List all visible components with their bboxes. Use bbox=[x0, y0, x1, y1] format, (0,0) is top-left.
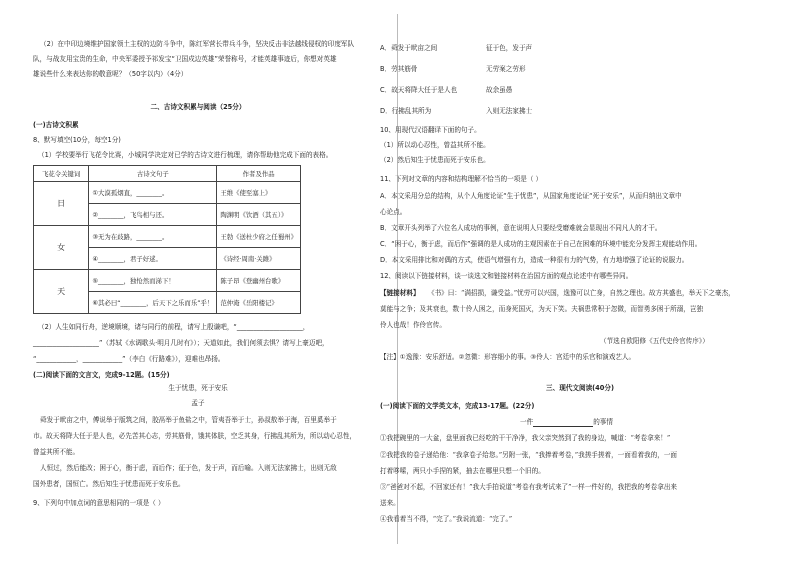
q2-line: （2）在中印边境维护国家领土主权的边防斗争中，陈红军营长带兵斗争，坚决反击非法越线侵权的印度军队 bbox=[40, 40, 355, 48]
section-3-title: 三、现代文阅读(40分) bbox=[546, 384, 614, 392]
section-2-title: 二、古诗文积累与阅读（25分） bbox=[150, 103, 246, 111]
link-line: 莫能与之争；及其衰也，数十伶人困之，而身死国灭，为天下笑。夫祸患常积于忽微，而智勇多困于所溺，岂独 bbox=[380, 305, 704, 313]
q11-line: B．文章开头列举了六位名人成功的事例，意在说明人只要经受磨难就会显现出不同凡人的才干。 bbox=[380, 224, 662, 232]
q11-line: A．本文采用分总的结构，从个人角度论证“生于忧患”，从国家角度论证“死于安乐”，从而归纳出文章中 bbox=[380, 192, 682, 200]
keyword-cell: 女 bbox=[34, 226, 89, 270]
option-a-right: 征于色，发于声 bbox=[486, 44, 533, 52]
subsection-title: (一)古诗文积累 bbox=[33, 121, 79, 129]
verse-cell: ④________，君子好逑。 bbox=[89, 248, 217, 270]
story-line: ③“爸爸对不起，不回家还有！”我大手拍说道“考卷有我考试来了”一样一件好的，我把我的考卷拿出来 bbox=[380, 483, 678, 491]
q2-line: 雄说些什么来表达你的敬意呢？（50字以内）（4分） bbox=[33, 70, 188, 78]
q11-line: 心论点。 bbox=[380, 208, 407, 216]
story-title-suffix: 的事情 bbox=[593, 418, 613, 426]
verse-cell: ⑥其必曰“________，后天下之乐而乐”乎！ bbox=[89, 292, 217, 314]
q2-line: 队，与战友用宝贵的生命，中央军委授予祁发宝“卫国戍边英雄”荣誉称号，才能英雄事迹后，你想对英雄 bbox=[33, 55, 337, 63]
question-9: 9、下列句中加点词的意思相同的一项是（ ） bbox=[33, 499, 165, 507]
table-header-cell: 古诗文句子 bbox=[89, 166, 217, 182]
verse-cell: ②________，飞鸟相与还。 bbox=[89, 204, 217, 226]
passage-title: 生于忧患，死于安乐 bbox=[168, 384, 228, 392]
story-line: 送来。 bbox=[380, 499, 400, 507]
question-10-1: （1）所以动心忍性，曾益其所不能。 bbox=[380, 141, 490, 149]
poetry-table bbox=[33, 165, 301, 314]
source-cell: 王维《使至塞上》 bbox=[217, 182, 301, 204]
story-title bbox=[520, 418, 613, 427]
passage-line: 人恒过，然后能改；困于心，衡于虑，而后作；征于色，发于声，而后喻。入则无法家拂士，出则无敌 bbox=[40, 464, 337, 472]
option-a-left: A．舜发于畎亩之间 bbox=[380, 44, 438, 52]
keyword-cell: 天 bbox=[34, 270, 89, 314]
passage-author: 孟子 bbox=[191, 399, 205, 407]
question-10: 10、用现代汉语翻译下面的句子。 bbox=[380, 126, 481, 134]
q8-2-line: ____________________”（苏轼《水调歌头·明月几时有》）；天道如此，我们何须去惧？请写上豪迈吧， bbox=[33, 339, 329, 347]
story-title-prefix: 一件 bbox=[520, 418, 534, 426]
source-cell: 《诗经·周南·关雎》 bbox=[217, 248, 301, 270]
question-8: 8、默写填空(10分，每空1分) bbox=[33, 136, 121, 144]
table-row bbox=[34, 182, 301, 204]
option-b-right: 无劳案之劳形 bbox=[486, 65, 526, 73]
passage-line: 曾益其所不能。 bbox=[33, 448, 80, 456]
subsection-title: (一)阅读下面的文学类文本，完成13-17题。(22分) bbox=[380, 402, 535, 410]
table-header-cell: 作者及作品 bbox=[217, 166, 301, 182]
link-material-label: 【链接材料】 bbox=[380, 289, 420, 297]
q11-line: C．“困于心，衡于虑，而后作”强调的是人成功的主观因素在于自己在困难的环境中能充分发挥主观能动作用。 bbox=[380, 240, 702, 248]
q8-2-line: “____________，____________”（李白《行路难》），迎难也昂扬。 bbox=[33, 355, 225, 363]
subsection-title: (二)阅读下面的文言文，完成9-12题。(15分) bbox=[33, 371, 170, 379]
table-header-row bbox=[34, 166, 301, 182]
question-11: 11、下列对文章的内容和结构理解不恰当的一项是（ ） bbox=[380, 175, 543, 183]
source-cell: 陶渊明《饮酒（其五）》 bbox=[217, 204, 301, 226]
option-b-left: B．劳其筋骨 bbox=[380, 65, 418, 73]
source-cell: 王勃《送杜少府之任蜀州》 bbox=[217, 226, 301, 248]
option-c-left: C．故天将降大任于是人也 bbox=[380, 86, 458, 94]
annotation-note: 【注】①逸豫：安乐舒适。②忽微：形容细小的事。③伶人：宫廷中的乐官和演戏艺人。 bbox=[380, 353, 636, 361]
story-line: ①我把碗里的一大盆，盘里面我已经吃的干干净净，我父亲突然到了我的身边，喊道：“考卷拿来！” bbox=[380, 434, 671, 442]
passage-line: 舜发于畎亩之中，傅说举于版筑之间，胶鬲举于鱼盐之中，管夷吾举于士，孙叔敖举于海，百里奚举于 bbox=[40, 416, 337, 424]
link-source: （节选自欧阳修《五代史伶官传序》） bbox=[600, 337, 709, 345]
story-line: 打着哆嗦，两只小手捏的紧，抽去在哪里只想一个旧的。 bbox=[380, 467, 545, 475]
keyword-cell: 日 bbox=[34, 182, 89, 226]
story-line: ②我把我的卷子递给他：“我拿卷子给您。”另附一张，“我捧着考卷，”我搓手搓着，一面看着我的，一面 bbox=[380, 451, 678, 459]
verse-cell: ③无为在歧路，________。 bbox=[89, 226, 217, 248]
link-line: 伶人也哉！作伶官传。 bbox=[380, 321, 446, 329]
table-header-cell: 飞花令关键词 bbox=[34, 166, 89, 182]
verse-cell: ①大漠孤烟直，________。 bbox=[89, 182, 217, 204]
link-line: 《书》曰：“满招损，谦受益。”忧劳可以兴国，逸豫可以亡身，自然之理也。故方其盛也，举天下之豪杰， bbox=[428, 289, 735, 297]
question-8-1: （1）学校要举行飞花令比赛，小城同学决定对已学的古诗文进行梳理，请你帮助他完成下面的表格。 bbox=[38, 151, 333, 159]
table-row bbox=[34, 226, 301, 248]
verse-cell: ⑤________，独怆然而涕下！ bbox=[89, 270, 217, 292]
passage-line: 市。故天将降大任于是人也，必先苦其心志，劳其筋骨，饿其体肤，空乏其身，行拂乱其所为，所以动心忍性， bbox=[33, 432, 357, 440]
table-row bbox=[34, 270, 301, 292]
q8-2-line: （2）人生如同行舟，逆境顺境，诸与同行的前程，请写上殷谦吧，“____________________， bbox=[38, 323, 310, 331]
option-c-right: 故余虽愚 bbox=[486, 86, 513, 94]
source-cell: 范仲淹《岳阳楼记》 bbox=[217, 292, 301, 314]
question-12: 12、阅读以下链接材料，谈一谈选文和链接材料在治国方面的观点论述中有哪些异同。 bbox=[380, 272, 633, 280]
option-d-right: 入则无法家拂士 bbox=[486, 107, 533, 115]
passage-line: 国外患者，国恒亡。然后知生于忧患而死于安乐也。 bbox=[33, 480, 185, 488]
q11-line: D．本文采用排比和对偶的方式，使语气增强有力，造成一种很有力的气势，有力地增强了论证的说服力。 bbox=[380, 256, 689, 264]
option-d-left: D．行拂乱其所为 bbox=[380, 107, 432, 115]
story-line: ④我看着当不得，“完了。”我说流道：“完了。” bbox=[380, 515, 513, 523]
story-title-blank[interactable] bbox=[533, 418, 593, 427]
source-cell: 陈子昂《登幽州台歌》 bbox=[217, 270, 301, 292]
question-10-2: （2）然后知生于忧患而死于安乐也。 bbox=[380, 156, 490, 164]
